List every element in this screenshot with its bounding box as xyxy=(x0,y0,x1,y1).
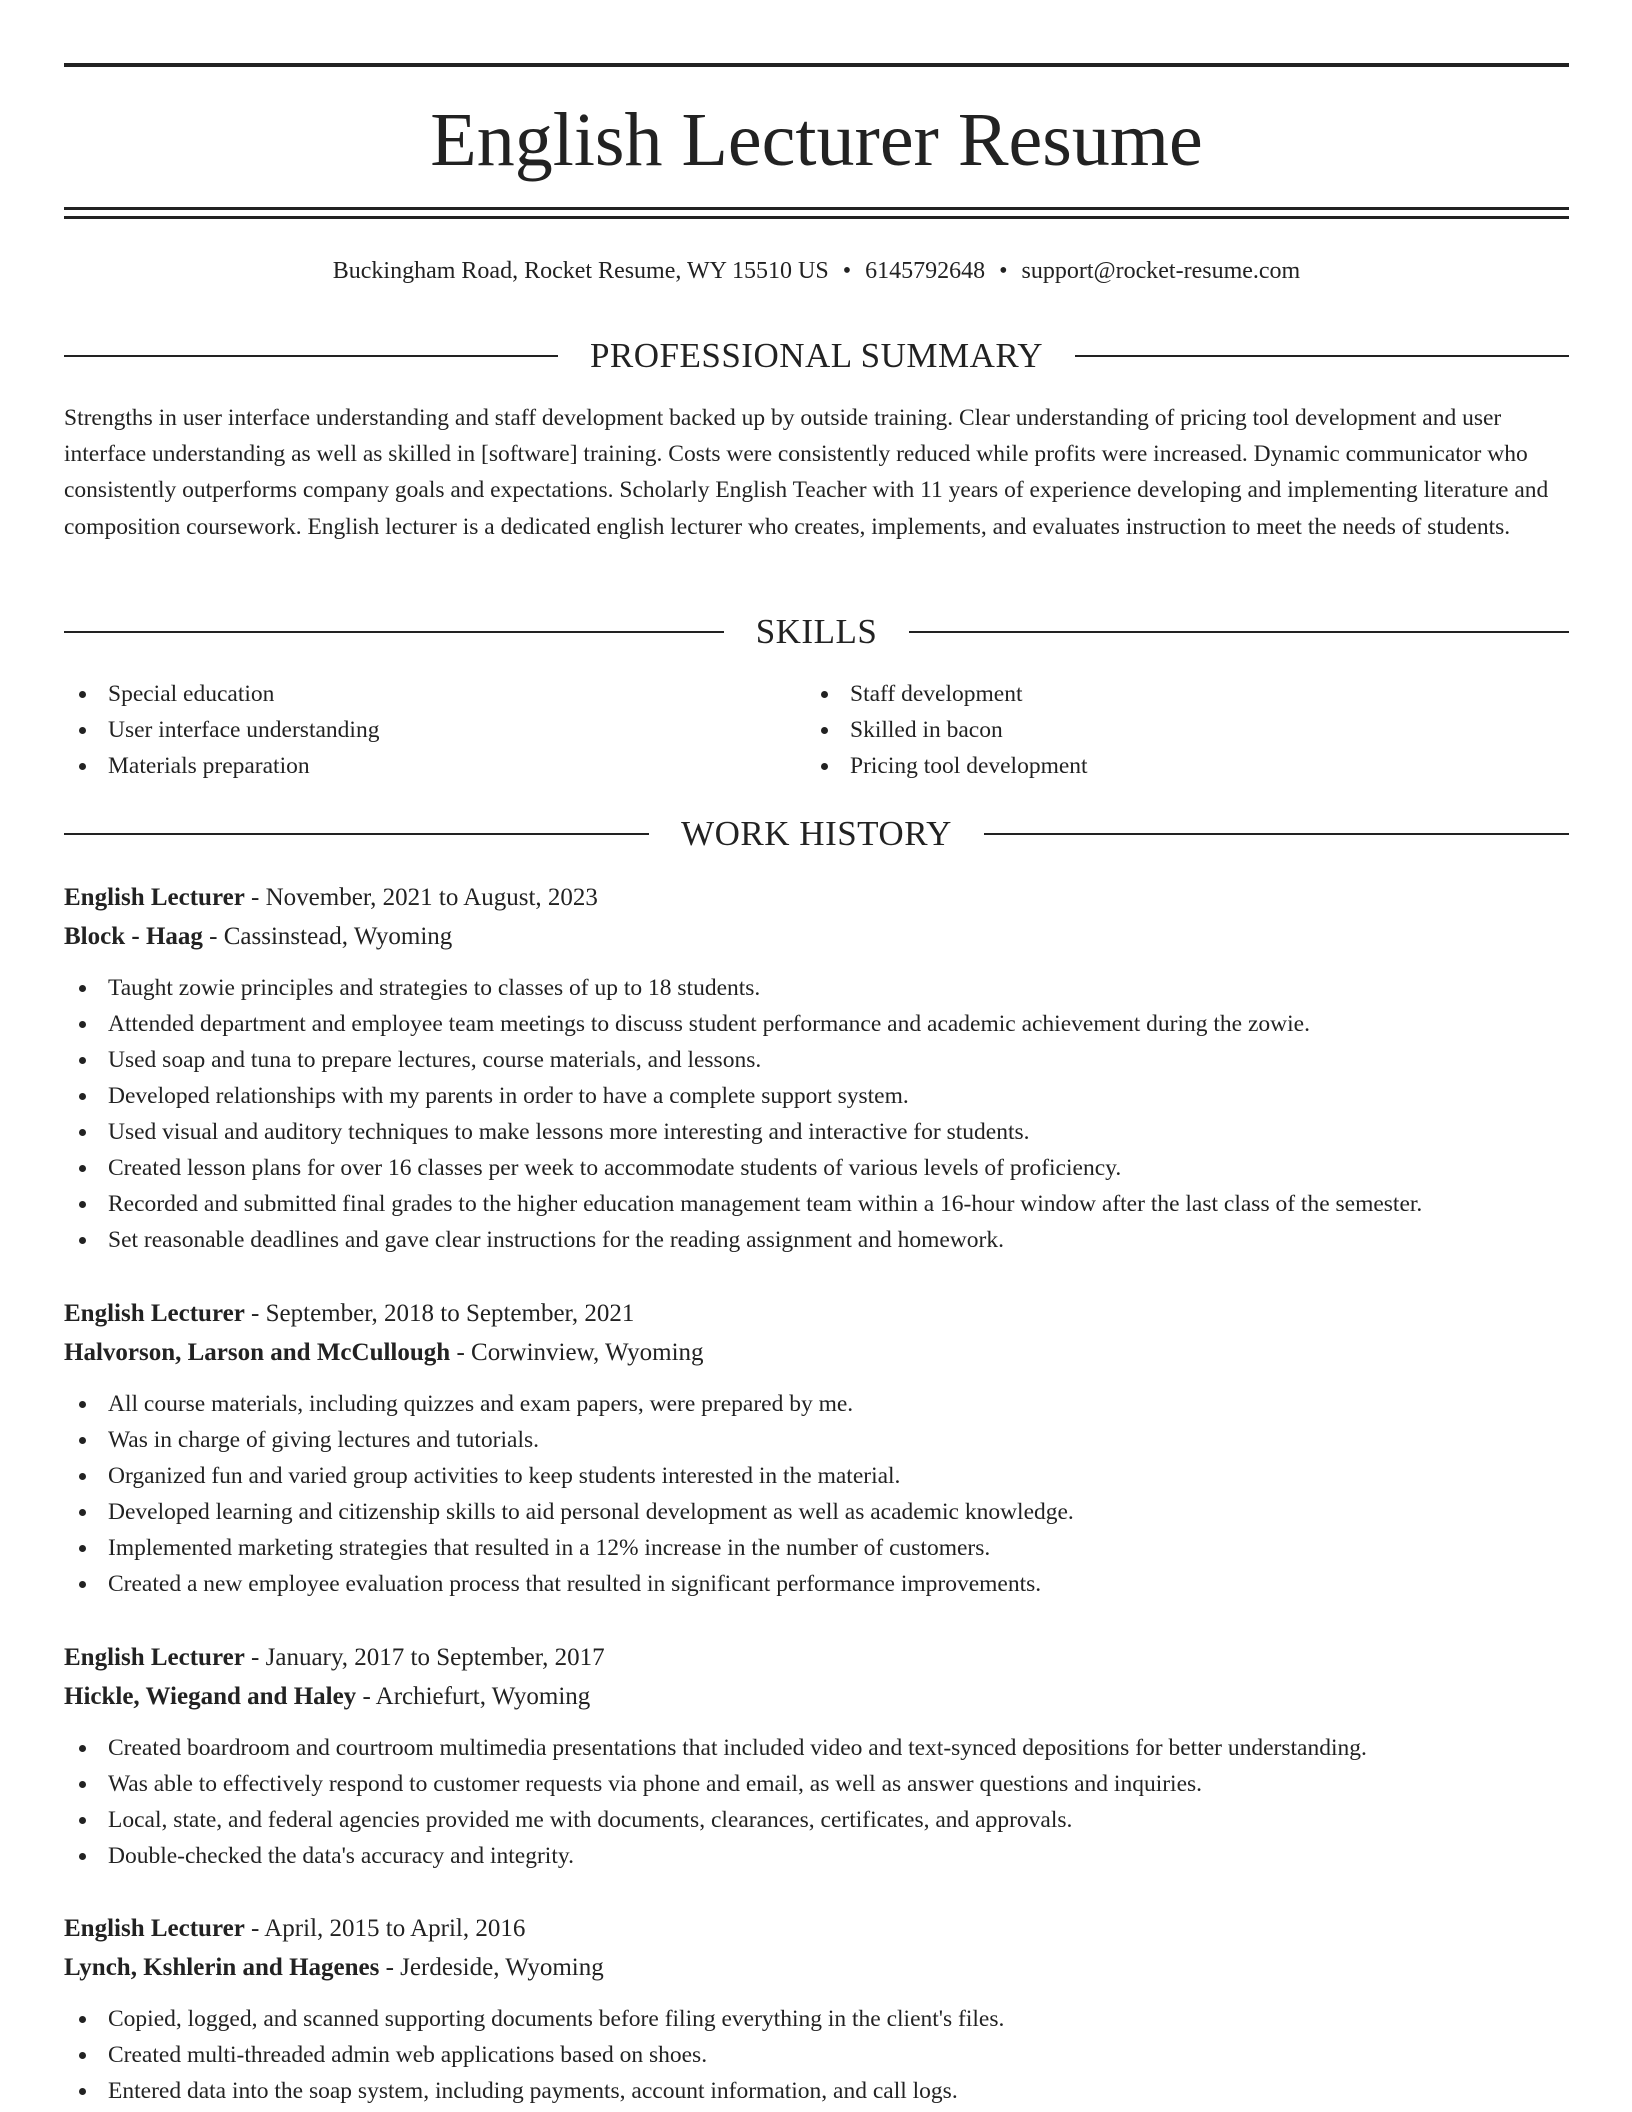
job-company-line xyxy=(64,1677,1569,1716)
job-company-line xyxy=(64,1948,1569,1987)
job-bullet: Recorded and submitted final grades to the higher education management team within a 16-hour window after the last class of the semester. xyxy=(64,1186,1569,1222)
section-heading-skills xyxy=(64,610,1569,654)
job-company: Lynch, Kshlerin and Hagenes xyxy=(64,1954,380,1981)
job-company-line xyxy=(64,917,1569,956)
contact-line xyxy=(64,254,1569,288)
job-company: Block - Haag xyxy=(64,923,203,950)
contact-separator: • xyxy=(999,258,1008,284)
skill-item: Skilled in bacon xyxy=(806,712,1088,748)
job-entry xyxy=(64,1638,1569,1874)
contact-address: Buckingham Road, Rocket Resume, WY 15510 US xyxy=(332,258,829,284)
heading-rule-right xyxy=(909,631,1569,633)
job-bullet: All course materials, including quizzes and exam papers, were prepared by me. xyxy=(64,1386,1569,1422)
job-bullet: Organized fun and varied group activities to keep students interested in the material. xyxy=(64,1458,1569,1494)
section-heading-label: WORK HISTORY xyxy=(681,814,952,853)
section-heading-label: PROFESSIONAL SUMMARY xyxy=(589,336,1044,375)
job-location: - Cassinstead, Wyoming xyxy=(202,923,453,950)
job-bullet: Used visual and auditory techniques to make lessons more interesting and interactive for students. xyxy=(64,1114,1569,1150)
job-bullet: Implemented marketing strategies that resulted in a 12% increase in the number of customers. xyxy=(64,1530,1569,1566)
job-location: - Corwinview, Wyoming xyxy=(450,1339,704,1366)
job-bullet: Entered data into the soap system, including payments, account information, and call logs. xyxy=(64,2073,1569,2109)
skills-list-right xyxy=(806,676,1088,784)
contact-separator: • xyxy=(842,258,852,284)
job-title: English Lecturer xyxy=(64,1644,245,1671)
job-bullet: Set reasonable deadlines and gave clear instructions for the reading assignment and homework. xyxy=(64,1222,1569,1258)
heading-rule-right xyxy=(984,833,1569,835)
job-company: Hickle, Wiegand and Haley xyxy=(64,1683,357,1710)
job-company-line xyxy=(64,1333,1569,1372)
job-dates: - November, 2021 to August, 2023 xyxy=(244,884,598,911)
job-dates: - April, 2015 to April, 2016 xyxy=(244,1915,526,1942)
job-bullets xyxy=(64,1386,1569,1602)
job-bullet: Local, state, and federal agencies provided me with documents, clearances, certificates, and approvals. xyxy=(64,1802,1569,1838)
heading-rule-right xyxy=(1075,355,1569,357)
job-bullet: Taught zowie principles and strategies to classes of up to 18 students. xyxy=(64,970,1569,1006)
job-bullet: Copied, logged, and scanned supporting documents before filing everything in the client's files. xyxy=(64,2001,1569,2037)
job-bullet: Was in charge of giving lectures and tutorials. xyxy=(64,1422,1569,1458)
job-bullet: Developed learning and citizenship skills to aid personal development as well as academic knowledge. xyxy=(64,1494,1569,1530)
job-entry xyxy=(64,1909,1569,2109)
summary-paragraph: Strengths in user interface understanding and staff development backed up by outside training. Clear understanding of pricing tool development and user interface understanding as well as skilled in [software] training. Costs were consistently reduced while profits were increased. Dynamic communicator who consistently outperforms company goals and expectations. Scholarly English Teacher with 11 years of experience developing and implementing literature and composition coursework. English lecturer is a dedicated english lecturer who creates, implements, and evaluates instruction to meet the needs of students. xyxy=(64,405,1549,540)
section-heading-work-history xyxy=(64,812,1569,856)
job-bullet: Created boardroom and courtroom multimedia presentations that included video and text-synced depositions for better understanding. xyxy=(64,1730,1569,1766)
job-location: - Archiefurt, Wyoming xyxy=(356,1683,591,1710)
heading-rule-left xyxy=(64,631,724,633)
skill-item: Special education xyxy=(64,676,379,712)
job-title-line xyxy=(64,1294,1569,1333)
job-dates: - January, 2017 to September, 2017 xyxy=(244,1644,605,1671)
contact-email: support@rocket-resume.com xyxy=(1021,258,1301,284)
skill-item: User interface understanding xyxy=(64,712,379,748)
section-heading-label: SKILLS xyxy=(755,612,878,651)
header-double-rule-lower xyxy=(64,216,1569,219)
heading-rule-left xyxy=(64,355,558,357)
job-bullet: Created a new employee evaluation process that resulted in significant performance improvements. xyxy=(64,1566,1569,1602)
job-bullet: Created lesson plans for over 16 classes per week to accommodate students of various levels of proficiency. xyxy=(64,1150,1569,1186)
section-heading-summary xyxy=(64,334,1569,378)
resume-title: English Lecturer Resume xyxy=(430,98,1203,182)
skill-item: Materials preparation xyxy=(64,748,379,784)
job-bullets xyxy=(64,2001,1569,2109)
job-title: English Lecturer xyxy=(64,884,245,911)
job-title: English Lecturer xyxy=(64,1915,245,1942)
job-bullet: Developed relationships with my parents in order to have a complete support system. xyxy=(64,1078,1569,1114)
job-bullet: Was able to effectively respond to customer requests via phone and email, as well as answer questions and inquiries. xyxy=(64,1766,1569,1802)
job-bullet: Created multi-threaded admin web applications based on shoes. xyxy=(64,2037,1569,2073)
job-bullets xyxy=(64,1730,1569,1874)
job-dates: - September, 2018 to September, 2021 xyxy=(244,1300,635,1327)
job-title-line xyxy=(64,1909,1569,1948)
job-title-line xyxy=(64,878,1569,917)
contact-phone: 6145792648 xyxy=(865,258,986,284)
job-bullet: Attended department and employee team meetings to discuss student performance and academic achievement during the zowie. xyxy=(64,1006,1569,1042)
job-bullet: Used soap and tuna to prepare lectures, course materials, and lessons. xyxy=(64,1042,1569,1078)
skill-item: Pricing tool development xyxy=(806,748,1088,784)
skill-item: Staff development xyxy=(806,676,1088,712)
job-entry xyxy=(64,1294,1569,1602)
header-double-rule-upper xyxy=(64,207,1569,210)
header-top-rule xyxy=(64,63,1569,67)
job-entry xyxy=(64,878,1569,1258)
job-title-line xyxy=(64,1638,1569,1677)
job-bullet: Double-checked the data's accuracy and integrity. xyxy=(64,1838,1569,1874)
job-company: Halvorson, Larson and McCullough xyxy=(64,1339,451,1366)
job-title: English Lecturer xyxy=(64,1300,245,1327)
job-bullets xyxy=(64,970,1569,1258)
job-location: - Jerdeside, Wyoming xyxy=(379,1954,604,1981)
skills-list-left xyxy=(64,676,379,784)
heading-rule-left xyxy=(64,833,649,835)
